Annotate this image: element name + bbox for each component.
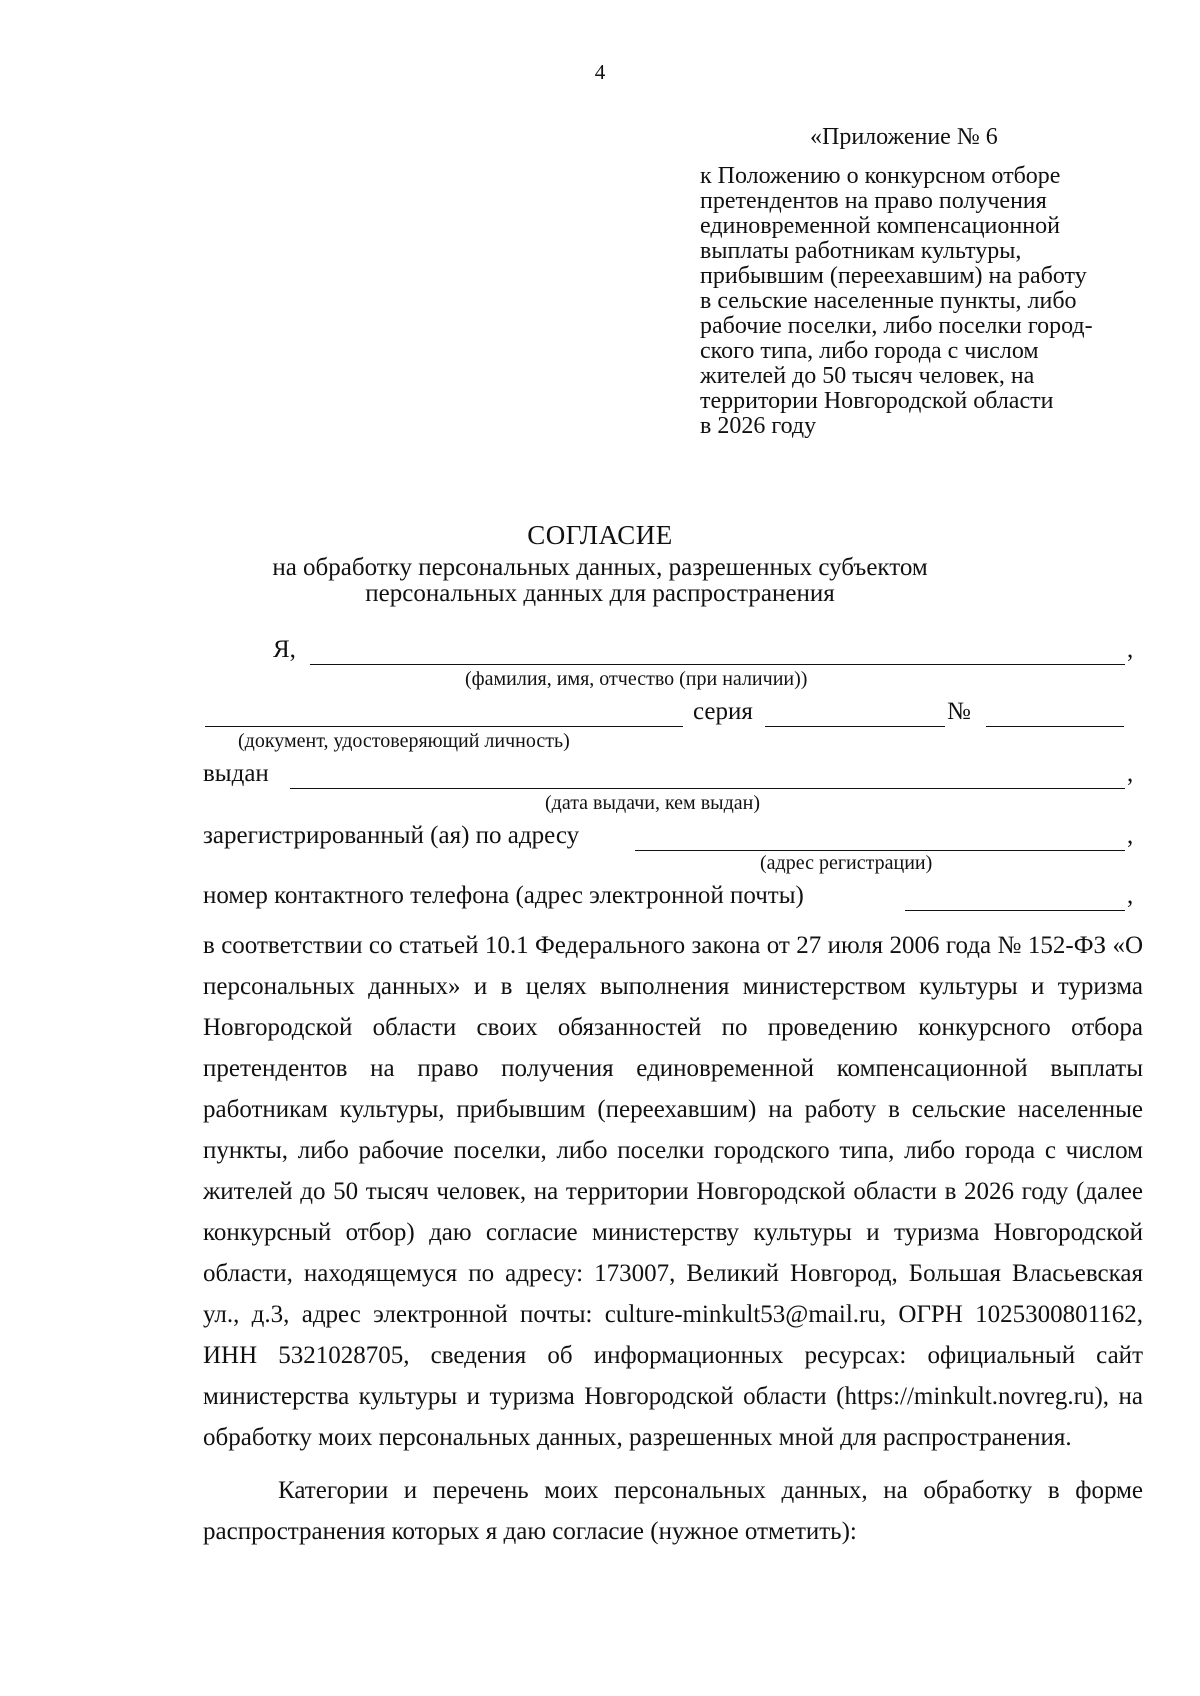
- phone-input-line[interactable]: [905, 910, 1125, 911]
- appendix-line: территории Новгородской области: [700, 388, 1054, 414]
- fio-input-line[interactable]: [310, 664, 1125, 665]
- page-number: 4: [594, 60, 606, 84]
- appendix-line: к Положению о конкурсном отборе: [700, 163, 1061, 189]
- registered-caption: (адрес регистрации): [760, 852, 933, 874]
- appendix-block: [700, 125, 1160, 439]
- registered-input-line[interactable]: [635, 850, 1125, 851]
- appendix-line: ского типа, либо города с числом: [700, 338, 1039, 364]
- categories-paragraph: Категории и перечень моих персональных данных, на обработку в форме распространения которых я даю согласие (нужное отметить):: [203, 1477, 1143, 1545]
- registered-label: зарегистрированный (ая) по адресу: [203, 822, 580, 849]
- appendix-line: в 2026 году: [700, 413, 817, 439]
- body-text: [203, 925, 1143, 1552]
- issued-input-line[interactable]: [290, 788, 1125, 789]
- appendix-line: претендентов на право получения: [700, 188, 1047, 214]
- phone-label: номер контактного телефона (адрес электронной почты): [203, 882, 804, 909]
- appendix-line: выплаты работникам культуры,: [700, 238, 1022, 264]
- comma: ,: [1127, 822, 1134, 849]
- issued-caption: (дата выдачи, кем выдан): [545, 792, 760, 814]
- number-input-line[interactable]: [986, 726, 1124, 727]
- appendix-line: прибывшим (переехавшим) на работу: [700, 263, 1087, 289]
- document-caption: (документ, удостоверяющий личность): [238, 730, 570, 752]
- document-title: СОГЛАСИЕ: [527, 520, 673, 550]
- appendix-title: «Приложение № 6: [810, 124, 998, 150]
- number-label: №: [947, 698, 971, 725]
- series-input-line[interactable]: [765, 726, 945, 727]
- appendix-line: рабочие поселки, либо поселки город-: [700, 313, 1093, 339]
- document-subtitle: [0, 555, 1200, 607]
- ya-label: Я,: [273, 636, 296, 663]
- subtitle-line-2: персональных данных для распространения: [365, 580, 835, 607]
- fio-caption: (фамилия, имя, отчество (при наличии)): [465, 668, 808, 690]
- subtitle-line-1: на обработку персональных данных, разрешенных субъектом: [272, 554, 928, 581]
- series-label: серия: [693, 698, 753, 725]
- comma: ,: [1127, 760, 1134, 787]
- consent-paragraph: в соответствии со статьей 10.1 Федерального закона от 27 июля 2006 года № 152-ФЗ «О персональных данных» и в целях выполнения министерством культуры и туризма Новгородской области своих обязанностей по проведению конкурсного отбора претендентов на право получения единовременной компенсационной выплаты работникам культуры, прибывшим (переехавшим) на работу в сельские населенные пункты, либо рабочие поселки, либо поселки городского типа, либо города с числом жителей до 50 тысяч человек, на территории Новгородской области в 2026 году (далее конкурсный отбор) даю согласие министерству культуры и туризма Новгородской области, находящемуся по адресу: 173007, Великий Новгород, Большая Власьевская ул., д.3, адрес электронной почты: culture-minkult53@mail.ru, ОГРН 1025300801162, ИНН 5321028705, сведения об информационных ресурсах: официальный сайт министерства культуры и туризма Новгородской области (https://minkult.novreg.ru), на обработку моих персональных данных, разрешенных мной для распространения.: [203, 932, 1143, 1451]
- issued-label: выдан: [203, 760, 269, 787]
- appendix-line: единовременной компенсационной: [700, 213, 1060, 239]
- appendix-line: жителей до 50 тысяч человек, на: [700, 363, 1035, 389]
- document-input-line[interactable]: [205, 726, 683, 727]
- comma: ,: [1127, 882, 1134, 909]
- comma: ,: [1127, 636, 1134, 663]
- appendix-line: в сельские населенные пункты, либо: [700, 288, 1077, 314]
